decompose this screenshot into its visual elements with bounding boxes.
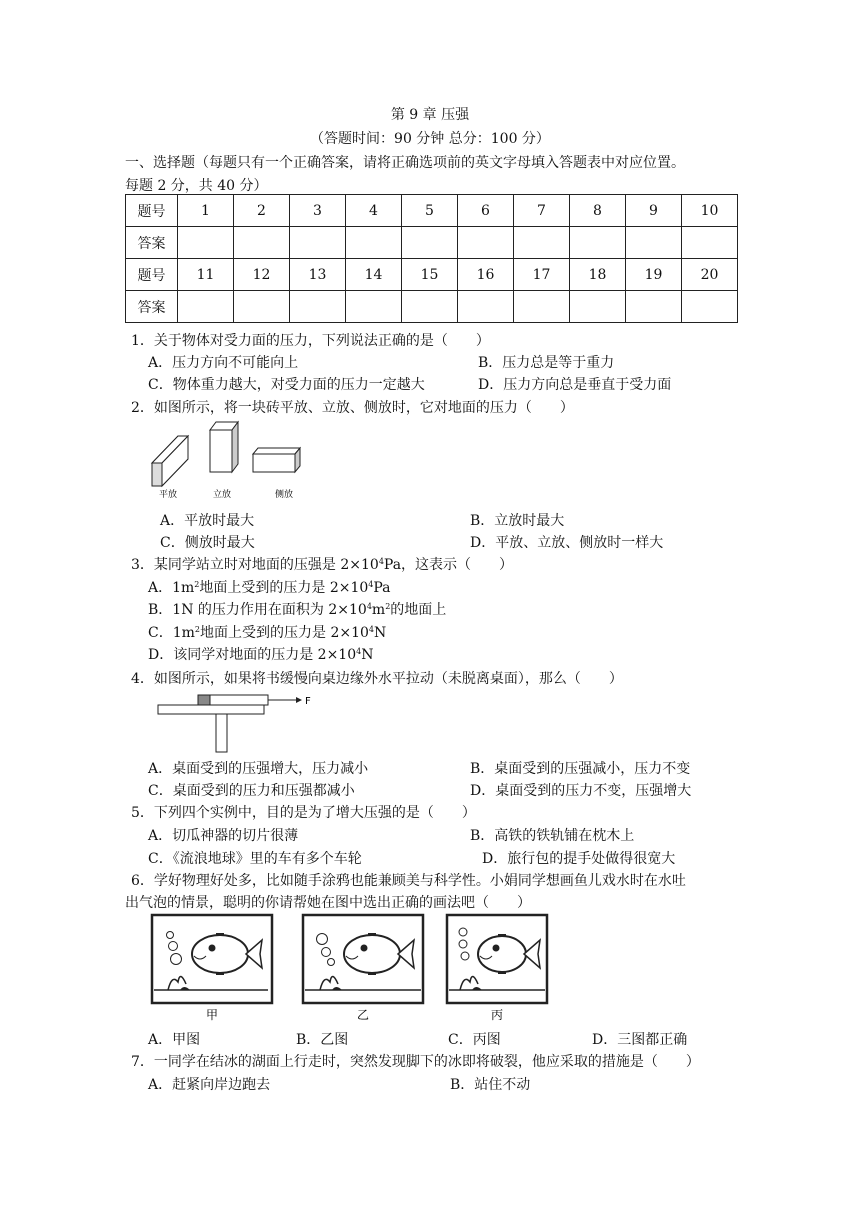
side-brick-shape [253, 448, 300, 472]
book-table-figure [150, 688, 320, 754]
answer-cell[interactable] [402, 291, 458, 323]
answer-cell[interactable] [402, 227, 458, 259]
question-5-option-a: A．切瓜神器的切片很薄 [148, 828, 299, 844]
question-number-cell: 9 [626, 195, 682, 227]
question-6-option-a: A．甲图 [148, 1032, 201, 1048]
question-3-option-c: C．$1m^2$地面上受到的压力是 $2\times 10^4N$ [148, 625, 387, 641]
question-number-cell: 3 [290, 195, 346, 227]
section-instructions-line2: 每题 2 分，共 40 分） [125, 178, 268, 194]
question-4-option-d: D．桌面受到的压力不变，压强增大 [470, 783, 692, 799]
section-instructions-line1: 一、选择题（每题只有一个正确答案，请将正确选项前的英文字母填入答题表中对应位置。 [125, 155, 685, 171]
side-label: 侧放 [274, 490, 294, 500]
question-4-stem: 4．如图所示，如果将书缓慢向桌边缘外水平拉动（未脱离桌面），那么（ ） [131, 671, 623, 687]
question-7-stem: 7．一同学在结冰的湖面上行走时，突然发现脚下的冰即将破裂，他应采取的措施是（ ） [131, 1054, 700, 1070]
question-2-stem: 2．如图所示，将一块砖平放、立放、侧放时，它对地面的压力（ ） [131, 400, 574, 416]
question-number-cell: 18 [570, 259, 626, 291]
answer-cell[interactable] [178, 227, 234, 259]
table-row [126, 291, 738, 323]
page-title: 第 9 章 压强 [390, 107, 470, 123]
question-7-option-b: B．站住不动 [450, 1077, 531, 1093]
answer-cell[interactable] [234, 291, 290, 323]
question-number-cell: 4 [346, 195, 402, 227]
question-5-option-c: C．《流浪地球》里的车有多个车轮 [148, 851, 362, 867]
question-1-option-d: D．压力方向总是垂直于受力面 [478, 377, 672, 393]
question-number-cell: 10 [682, 195, 738, 227]
question-2-option-c: C．侧放时最大 [160, 535, 255, 551]
question-3-option-b: B．1N 的压力作用在面积为 $2\times 10^4m^2$的地面上 [148, 602, 447, 618]
question-7-option-a: A．赶紧向岸边跑去 [148, 1077, 271, 1093]
answer-cell[interactable] [458, 227, 514, 259]
row-label: 题号 [126, 259, 178, 291]
question-2-option-b: B．立放时最大 [470, 513, 565, 529]
question-number-cell: 15 [402, 259, 458, 291]
question-number-cell: 12 [234, 259, 290, 291]
fish-figures [150, 912, 550, 1024]
question-6-option-c: C．丙图 [448, 1032, 501, 1048]
question-1-option-c: C．物体重力越大，对受力面的压力一定越大 [148, 377, 425, 393]
answer-cell[interactable] [178, 291, 234, 323]
question-5-option-d: D．旅行包的提手处做得很宽大 [482, 851, 676, 867]
table-row [126, 195, 738, 227]
answer-cell[interactable] [346, 227, 402, 259]
answer-cell[interactable] [514, 227, 570, 259]
panel-label-yi: 乙 [356, 1008, 370, 1022]
question-4-option-a: A．桌面受到的压强增大，压力减小 [148, 761, 369, 777]
table-shape [158, 705, 264, 752]
force-label: F [305, 696, 311, 707]
question-6-option-b: B．乙图 [296, 1032, 349, 1048]
question-4-option-c: C．桌面受到的压力和压强都减小 [148, 783, 355, 799]
answer-cell[interactable] [570, 227, 626, 259]
question-2-option-a: A．平放时最大 [160, 513, 255, 529]
answer-cell[interactable] [682, 291, 738, 323]
question-number-cell: 8 [570, 195, 626, 227]
question-number-cell: 5 [402, 195, 458, 227]
brick-figure [140, 418, 320, 504]
question-4-option-b: B．桌面受到的压强减小，压力不变 [470, 761, 691, 777]
question-number-cell: 2 [234, 195, 290, 227]
row-label: 题号 [126, 195, 178, 227]
answer-cell[interactable] [570, 291, 626, 323]
question-number-cell: 14 [346, 259, 402, 291]
book-shape [198, 695, 268, 705]
question-5-option-b: B．高铁的铁轨铺在枕木上 [470, 828, 635, 844]
question-number-cell: 13 [290, 259, 346, 291]
answer-cell[interactable] [290, 291, 346, 323]
row-label: 答案 [126, 227, 178, 259]
flat-label: 平放 [158, 490, 178, 500]
fish-panel-yi [303, 915, 423, 1003]
answer-cell[interactable] [626, 291, 682, 323]
answer-cell[interactable] [290, 227, 346, 259]
fish-panel-jia [152, 915, 272, 1003]
question-number-cell: 17 [514, 259, 570, 291]
question-3-stem: 3．某同学站立时对地面的压强是 $2\times 10^4Pa$，这表示（ ） [131, 557, 514, 573]
table-row [126, 227, 738, 259]
question-number-cell: 6 [458, 195, 514, 227]
standing-label: 立放 [212, 490, 232, 500]
row-label: 答案 [126, 291, 178, 323]
page-subtitle: （答题时间：90 分钟 总分：100 分） [310, 131, 550, 147]
question-1-option-b: B．压力总是等于重力 [478, 355, 615, 371]
answer-cell[interactable] [458, 291, 514, 323]
answer-cell[interactable] [234, 227, 290, 259]
question-number-cell: 1 [178, 195, 234, 227]
question-5-stem: 5．下列四个实例中，目的是为了增大压强的是（ ） [131, 805, 476, 821]
standing-brick-shape [210, 422, 238, 472]
question-6-option-d: D．三图都正确 [592, 1032, 688, 1048]
answer-table [125, 194, 738, 323]
question-1-option-a: A．压力方向不可能向上 [148, 355, 299, 371]
question-6-stem-line1: 6．学好物理好处多，比如随手涂鸦也能兼顾美与科学性。小娟同学想画鱼儿戏水时在水吐 [131, 873, 686, 889]
fish-panel-bing [447, 915, 547, 1003]
question-6-stem-line2: 出气泡的情景，聪明的你请帮她在图中选出正确的画法吧（ ） [125, 895, 531, 911]
question-3-option-d: D．该同学对地面的压力是 $2\times 10^4N$ [148, 647, 374, 663]
question-3-option-a: A．$1m^2$地面上受到的压力是 $2\times 10^4Pa$ [148, 580, 391, 596]
question-2-option-d: D．平放、立放、侧放时一样大 [470, 535, 664, 551]
answer-cell[interactable] [346, 291, 402, 323]
panel-label-jia: 甲 [205, 1008, 219, 1022]
answer-cell[interactable] [682, 227, 738, 259]
panel-label-bing: 丙 [490, 1008, 504, 1022]
question-number-cell: 20 [682, 259, 738, 291]
flat-brick-shape [152, 436, 188, 486]
question-number-cell: 19 [626, 259, 682, 291]
answer-cell[interactable] [514, 291, 570, 323]
question-number-cell: 7 [514, 195, 570, 227]
question-1-stem: 1．关于物体对受力面的压力，下列说法正确的是（ ） [131, 333, 490, 349]
arrow-icon [296, 697, 302, 703]
table-row [126, 259, 738, 291]
answer-cell[interactable] [626, 227, 682, 259]
question-number-cell: 16 [458, 259, 514, 291]
question-number-cell: 11 [178, 259, 234, 291]
